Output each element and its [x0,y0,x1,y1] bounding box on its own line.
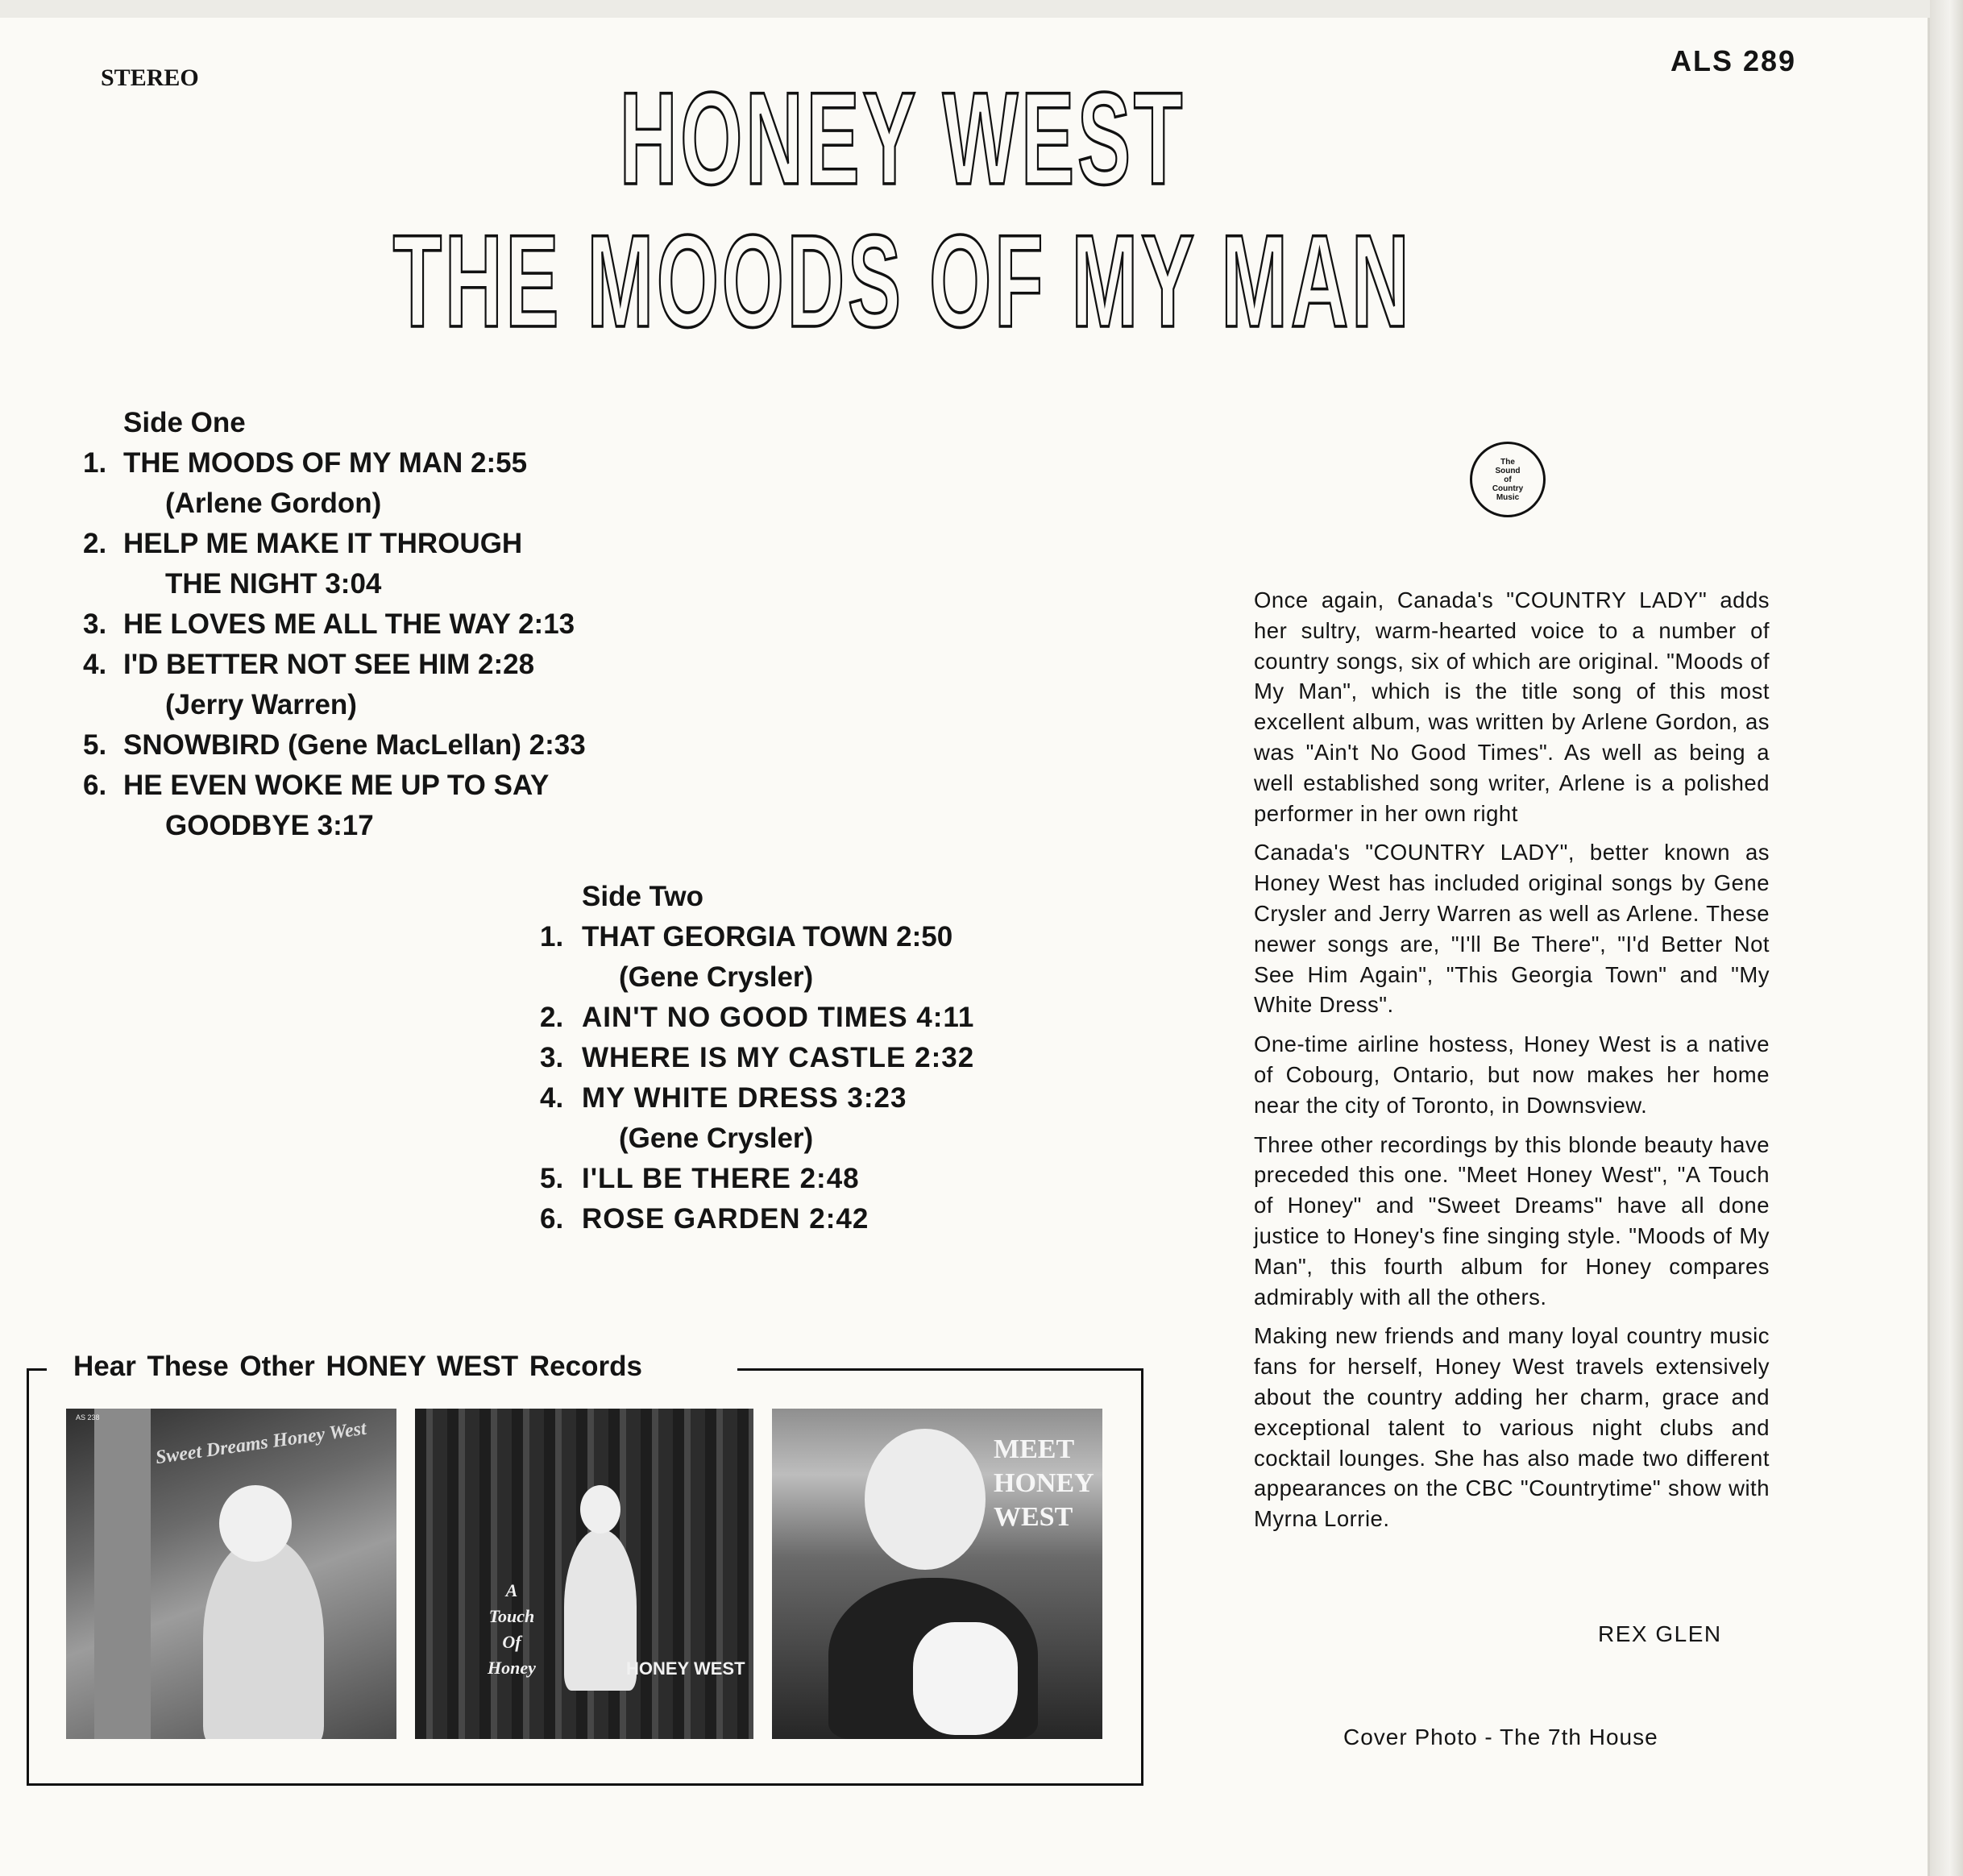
track-number: 3. [83,608,107,640]
album-code: AS 238 [76,1413,100,1422]
album-title-line: MEET [994,1434,1075,1464]
liner-notes [1254,585,1770,1543]
singer-head [580,1485,620,1534]
track-title: AIN'T NO GOOD TIMES 4:11 [582,1002,975,1033]
track-number: 2. [540,1002,564,1033]
box-border [27,1368,47,1371]
track-title: THAT GEORGIA TOWN 2:50 [582,921,953,953]
track-title: HE LOVES ME ALL THE WAY 2:13 [123,608,575,640]
track-title: THE MOODS OF MY MAN 2:55 [123,447,528,479]
album-title-line: Touch [488,1606,535,1626]
tree-trunk [94,1409,151,1739]
logo-text: Music [1496,492,1520,502]
track-number: 3. [540,1042,564,1073]
track-number: 6. [540,1203,564,1235]
album-title-line: Honey [488,1658,536,1678]
track-number: 2. [83,528,107,559]
track-credit: (Jerry Warren) [165,689,357,720]
track-credit: (Gene Crysler) [619,1123,814,1154]
album-title-line: HONEY [994,1468,1094,1498]
album-title-line: Of [502,1632,521,1652]
track-title-continued: THE NIGHT 3:04 [165,568,382,600]
album-title-line: A [505,1580,518,1600]
logo-text: Country [1492,484,1524,493]
logo-text: Sound [1495,466,1521,475]
cover-photo-credit: Cover Photo - The 7th House [1343,1725,1658,1749]
track-number: 4. [83,649,107,680]
stereo-label: STEREO [101,64,199,91]
box-border [737,1368,1141,1371]
liner-notes-paragraph: One-time airline hostess, Honey West is a native of Cobourg, Ontario, but now makes her home near the city of Toronto, in Downsview. [1254,1031,1770,1118]
track-number: 1. [540,921,564,953]
track-title: HE EVEN WOKE ME UP TO SAY [123,770,550,801]
singer-head [865,1429,986,1570]
white-cat [913,1622,1018,1735]
album-title-text [488,1578,536,1681]
side-one-label: Side One [123,407,246,438]
album-title-line: WEST [994,1502,1073,1532]
singer-head [219,1485,292,1562]
logo-text: The [1500,457,1515,467]
side-two-label: Side Two [582,881,704,912]
track-title: HELP ME MAKE IT THROUGH [123,528,523,559]
track-title-continued: GOODBYE 3:17 [165,810,374,841]
author-signature: REX GLEN [1598,1621,1722,1646]
album-thumbnail-sweet-dreams [66,1409,396,1739]
singer-figure [203,1538,324,1739]
artist-title: HONEY WEST [619,64,1186,212]
track-credit: (Arlene Gordon) [165,488,382,519]
liner-notes-paragraph: Three other recordings by this blonde beauty have preceded this one. "Meet Honey West", "A Touch of Honey" and "Sweet Dreams" have all done justice to Honey's fine singing style. "Moods of My Man", this fourth album for Honey compares admirably with all the others. [1254,1131,1770,1309]
track-number: 4. [540,1082,564,1114]
album-title: THE MOODS OF MY MAN [392,207,1413,355]
sound-of-country-music-logo [1470,442,1546,517]
track-title: ROSE GARDEN 2:42 [582,1203,869,1235]
catalog-number: ALS 289 [1670,44,1797,77]
liner-notes-paragraph: Once again, Canada's "COUNTRY LADY" adds her sultry, warm-hearted voice to a number of country songs, six of which are original. "Moods of My Man", which is the title song of this most excellent album, was written by Arlene Gordon, as was "Ain't No Good Times". As well as being a well established song writer, Arlene is a polished performer in her own right [1254,587,1770,826]
liner-notes-paragraph: Canada's "COUNTRY LADY", better known as Honey West has included original songs by Gene Crysler and Jerry Warren as well as Arlene. These newer songs are, "I'll Be There", "I'd Better Not See Him Again", "This Georgia Town" and "My White Dress". [1254,840,1770,1018]
track-title: I'D BETTER NOT SEE HIM 2:28 [123,649,535,680]
track-number: 6. [83,770,107,801]
album-thumbnail-meet-honey-west [772,1409,1102,1739]
track-credit: (Gene Crysler) [619,961,814,993]
track-title: I'LL BE THERE 2:48 [582,1163,860,1194]
album-thumbnail-a-touch-of-honey [415,1409,753,1739]
sleeve-edge [1930,0,1963,1876]
track-number: 1. [83,447,107,479]
other-records-heading: Hear These Other HONEY WEST Records [68,1351,647,1383]
track-title: WHERE IS MY CASTLE 2:32 [582,1042,975,1073]
track-number: 5. [540,1163,564,1194]
album-title-text [994,1433,1094,1534]
logo-text: of [1504,475,1512,484]
album-title-text: Sweet Dreams Honey West [154,1417,368,1469]
track-title: SNOWBIRD (Gene MacLellan) 2:33 [123,729,586,761]
album-artist-text: HONEY WEST [626,1658,745,1679]
track-title: MY WHITE DRESS 3:23 [582,1082,907,1114]
liner-notes-paragraph: Making new friends and many loyal country music fans for herself, Honey West travels extensively about the country adding her charm, grace and exceptional talent to various night clubs and cocktail lounges. She has also made two different appearances on the CBC "Countrytime" show with Myrna Lorrie. [1254,1323,1770,1532]
track-number: 5. [83,729,107,761]
